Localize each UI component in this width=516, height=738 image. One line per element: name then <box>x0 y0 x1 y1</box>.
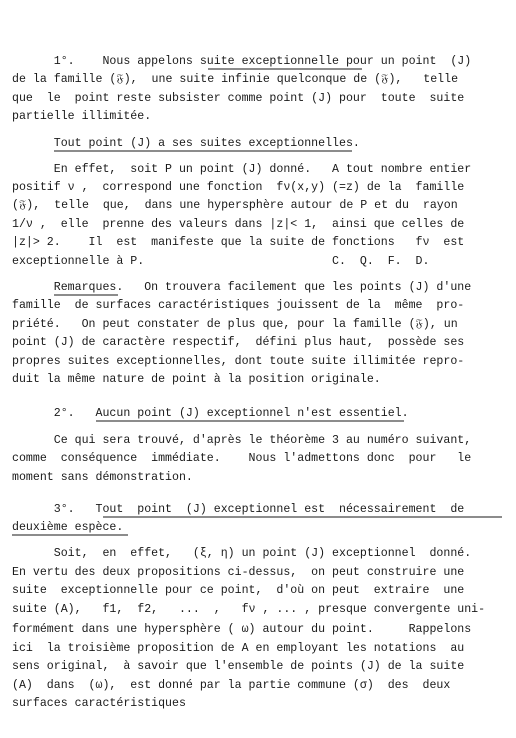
section-heading: 3°. Tout point (J) exceptionnel est nécessairement de <box>12 503 465 516</box>
text-line: (A) dans (ω), est donné par la partie commune (σ) des deux <box>12 679 451 692</box>
text-line: propres suites exceptionnelles, dont toute suite illimitée repro- <box>12 355 465 368</box>
text-line: sens original, à savoir que l'ensemble de points (J) de la suite <box>12 660 465 673</box>
text-line: famille de surfaces caractéristiques jouissent de la même pro- <box>12 299 465 312</box>
text-line: partielle illimitée. <box>12 110 152 123</box>
text-line: duit la même nature de point à la position originale. <box>12 373 381 386</box>
text-line: suite exceptionnelle pour ce point, d'où on peut extraire une <box>12 584 465 597</box>
text-line: En effet, soit P un point (J) donné. A tout nombre entier <box>12 163 472 176</box>
text-line: |z|> 2. Il est manifeste que la suite de fonctions fν est <box>12 236 465 249</box>
text-line: ici la troisième proposition de A en employant les notations au <box>12 642 465 655</box>
text-line: En vertu des deux propositions ci-dessus, on peut construire une <box>12 566 465 579</box>
section-heading: Tout point (J) a ses suites exceptionnelles. <box>12 137 360 150</box>
text-line: 1/ν , elle prenne des valeurs dans |z|< 1, ainsi que celles de <box>12 218 465 231</box>
text-line: surfaces caractéristiques <box>12 697 186 710</box>
section-heading: 2°. Aucun point (J) exceptionnel n'est essentiel. <box>12 407 409 420</box>
section-heading: deuxième espèce. <box>12 521 124 534</box>
text-line: Soit, en effet, (ξ, η) un point (J) exceptionnel donné. <box>12 547 472 560</box>
text-line: moment sans démonstration. <box>12 471 193 484</box>
text-line: (𝔉), telle que, dans une hypersphère autour de P et du rayon <box>12 199 458 212</box>
text-line: 1°. Nous appelons suite exceptionnelle pour un point (J) <box>12 55 472 68</box>
text-line: exceptionnelle à P. C. Q. F. D. <box>12 255 430 268</box>
text-line: positif ν , correspond une fonction fν(x,y) (=z) de la famille <box>12 181 465 194</box>
text-line: Ce qui sera trouvé, d'après le théorème 3 au numéro suivant, <box>12 434 472 447</box>
text-line: Remarques. On trouvera facilement que les points (J) d'une <box>12 281 472 294</box>
text-line: priété. On peut constater de plus que, pour la famille (𝔉), un <box>12 318 458 331</box>
text-line: comme conséquence immédiate. Nous l'admettons donc pour le <box>12 452 472 465</box>
text-line: formément dans une hypersphère ( ω) autour du point. Rappelons <box>12 623 472 636</box>
text-line: suite (A), f1, f2, ... , fν , ... , presque convergente uni- <box>12 603 486 616</box>
text-line: de la famille (𝔉), une suite infinie quelconque de (𝔉), telle <box>12 73 459 86</box>
text-line: point (J) de caractère respectif, défini plus haut, possède ses <box>12 336 465 349</box>
text-line: que le point reste subsister comme point (J) pour toute suite <box>12 92 465 105</box>
